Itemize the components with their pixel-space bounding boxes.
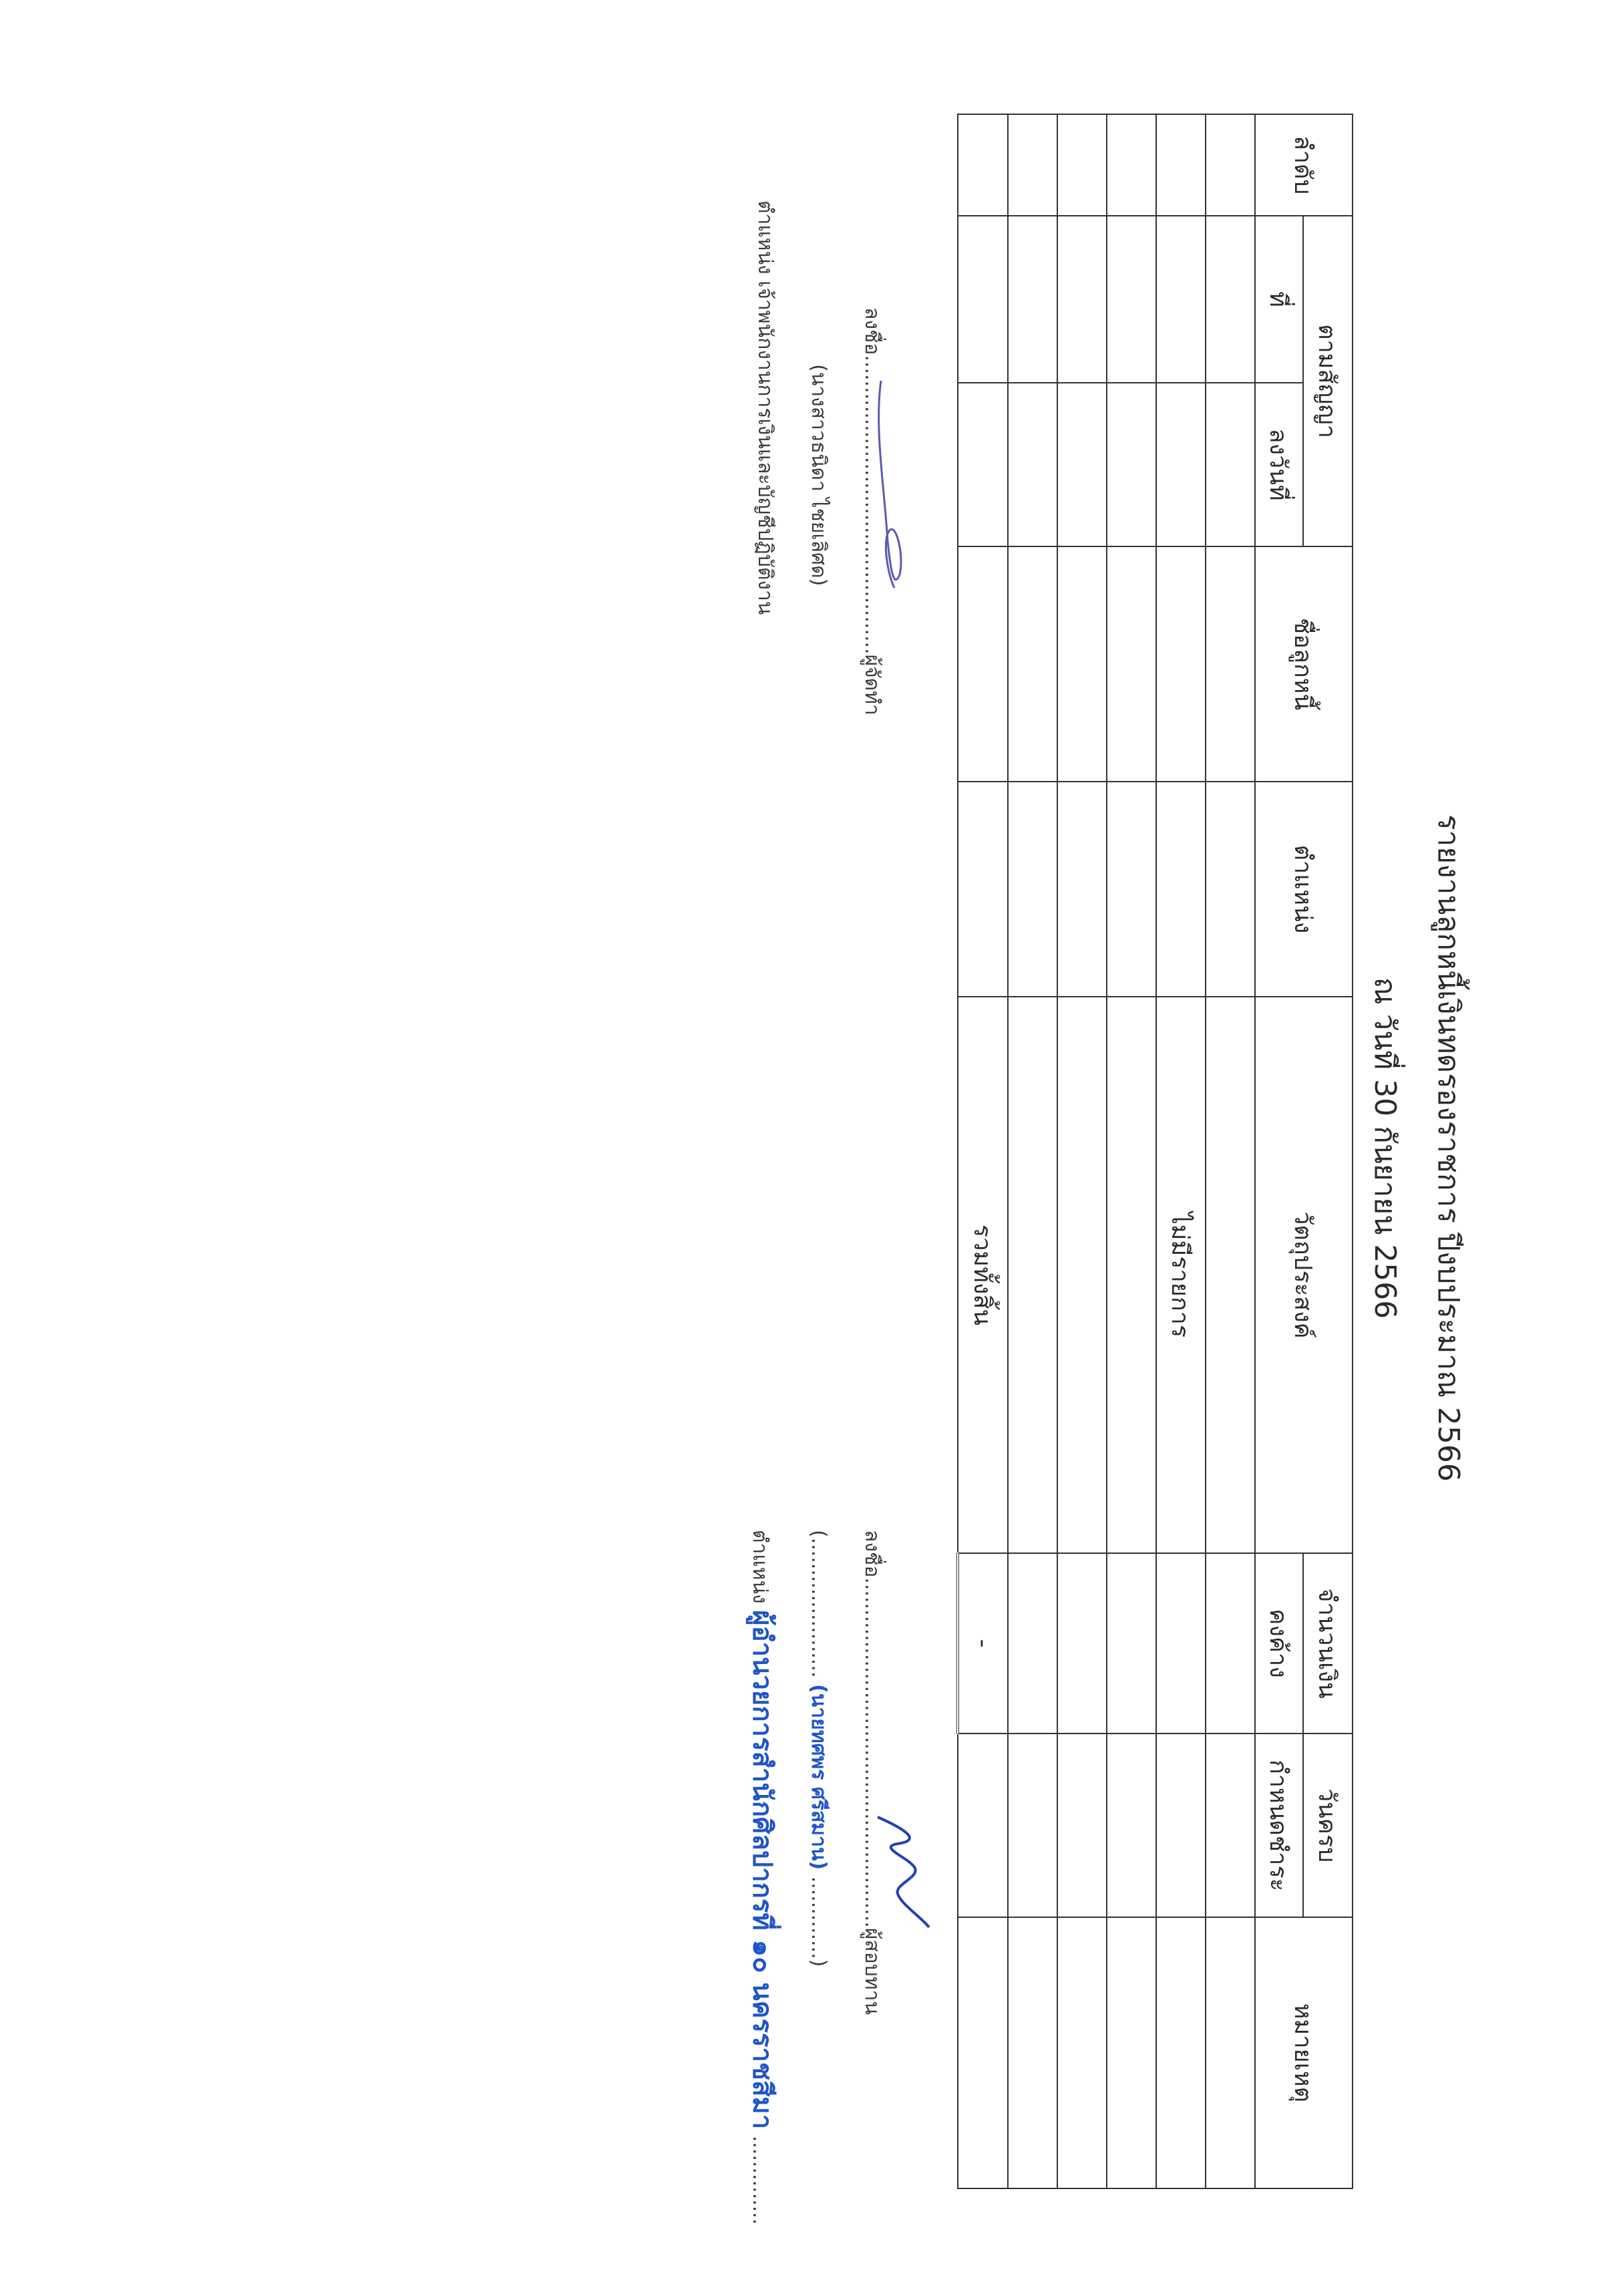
reviewer-signature-scribble bbox=[871, 1804, 934, 1931]
preparer-signature-scribble bbox=[868, 374, 914, 595]
report-title: รายงานลูกหนี้เงินทดรองราชการ ปีงบประมาณ 2566 bbox=[1431, 814, 1465, 1482]
header-position: ตำแหน่ง bbox=[1255, 782, 1353, 997]
table-row bbox=[1008, 114, 1057, 2188]
header-debtor: ชื่อลูกหนี้ bbox=[1255, 546, 1353, 782]
report-date: ณ วันที่ 30 กันยายน 2566 bbox=[1368, 977, 1402, 1319]
header-amount-outstanding: คงค้าง bbox=[1255, 1553, 1303, 1734]
reviewer-position: ผู้อำนวยการสำนักศิลปากรที่ ๑๐ นครราชสีมา bbox=[747, 1610, 777, 2130]
preparer-sign-line: ลงชื่อ...............................................ผู้จัดทำ bbox=[860, 307, 884, 715]
header-contract: ตามสัญญา bbox=[1303, 216, 1353, 546]
header-due-date: กำหนดชำระ bbox=[1255, 1734, 1303, 1917]
debtor-table bbox=[956, 114, 1353, 2189]
table-total-row bbox=[958, 114, 1008, 2188]
reviewer-sign-line: ลงชื่อ.......................................................ผู้สอบทาน bbox=[860, 1530, 884, 2015]
table-row bbox=[1206, 114, 1255, 2188]
table-row bbox=[1156, 114, 1206, 2188]
header-purpose: วัตถุประสงค์ bbox=[1255, 997, 1353, 1553]
header-no: ลำดับ bbox=[1255, 114, 1353, 216]
table-row bbox=[1057, 114, 1107, 2188]
header-amount: จำนวนเงิน bbox=[1303, 1553, 1353, 1734]
header-contract-date: ลงวันที่ bbox=[1255, 383, 1303, 546]
header-due: วันครบ bbox=[1303, 1734, 1353, 1917]
total-label: รวมทั้งสิ้น bbox=[958, 997, 1008, 1553]
reviewer-position-line: ตำแหน่ง ผู้อำนวยการสำนักศิลปากรที่ ๑๐ นครราชสีมา .............. bbox=[747, 1530, 777, 2225]
no-items-cell: ไม่มีรายการ bbox=[1156, 997, 1206, 1553]
header-contract-no: ที่ bbox=[1255, 216, 1303, 383]
reviewer-name: (นายทศพร ศรีสมาน) bbox=[807, 1684, 830, 1870]
total-value: - bbox=[958, 1553, 1008, 1734]
preparer-name: (นางสาวธนิดา ไชยเลิศด) bbox=[807, 364, 830, 587]
preparer-position: ตำแหน่ง เจ้าพนักงานการเงินและบัญชีปฏิบัติงาน bbox=[753, 200, 777, 615]
table-header-row bbox=[1303, 114, 1353, 2188]
reviewer-name-line: (...................... (นายทศพร ศรีสมาน) .............) bbox=[807, 1530, 830, 1967]
table-row bbox=[1107, 114, 1156, 2188]
header-remark: หมายเหตุ bbox=[1255, 1917, 1353, 2188]
